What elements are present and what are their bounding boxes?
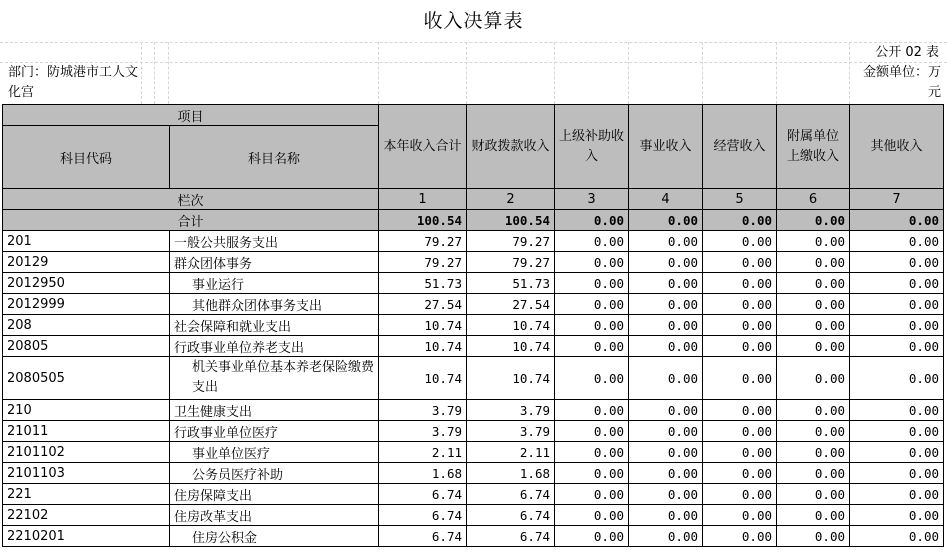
amount-cell: 10.74	[379, 336, 467, 357]
amount-cell: 2.11	[379, 442, 467, 463]
amount-cell: 0.00	[850, 442, 944, 463]
amount-cell: 27.54	[379, 294, 467, 315]
amount-cell: 0.00	[850, 505, 944, 526]
subject-code: 210	[3, 400, 170, 421]
amount-cell: 51.73	[379, 273, 467, 294]
subject-code: 2210201	[3, 526, 170, 547]
subject-code: 21011	[3, 421, 170, 442]
amount-cell: 0.00	[555, 400, 629, 421]
header-item: 项目	[3, 105, 379, 126]
amount-cell: 3.79	[467, 421, 555, 442]
amount-cell: 0.00	[629, 484, 703, 505]
amount-cell: 0.00	[703, 231, 777, 252]
amount-cell: 0.00	[555, 315, 629, 336]
amount-cell: 0.00	[629, 442, 703, 463]
amount-cell: 0.00	[555, 231, 629, 252]
amount-cell: 0.00	[777, 526, 850, 547]
table-row	[3, 526, 944, 547]
amount-cell: 0.00	[850, 294, 944, 315]
subject-code: 2101103	[3, 463, 170, 484]
total-row	[3, 210, 944, 231]
amount-cell: 0.00	[850, 526, 944, 547]
table-row	[3, 442, 944, 463]
subject-code: 2080505	[3, 357, 170, 400]
amount-cell: 0.00	[777, 336, 850, 357]
grid-guide	[628, 42, 629, 104]
amount-cell: 79.27	[467, 252, 555, 273]
amount-cell: 1.68	[467, 463, 555, 484]
amount-cell: 0.00	[555, 294, 629, 315]
department-label: 部门：防城港市工人文化宫	[8, 65, 139, 100]
subject-name: 公务员医疗补助	[170, 463, 379, 484]
grid-guide	[849, 42, 850, 104]
table-row	[3, 252, 944, 273]
amount-cell: 6.74	[467, 505, 555, 526]
table-row	[3, 463, 944, 484]
amount-cell: 0.00	[850, 273, 944, 294]
amount-cell: 0.00	[555, 463, 629, 484]
grid-guide	[776, 42, 777, 104]
amount-cell: 0.00	[703, 294, 777, 315]
total-value: 0.00	[629, 210, 703, 231]
amount-cell: 0.00	[777, 400, 850, 421]
amount-cell: 0.00	[555, 484, 629, 505]
table-row	[3, 505, 944, 526]
amount-cell: 0.00	[850, 400, 944, 421]
amount-cell: 0.00	[629, 252, 703, 273]
subject-name: 社会保障和就业支出	[170, 315, 379, 336]
amount-cell: 0.00	[777, 252, 850, 273]
amount-cell: 0.00	[850, 336, 944, 357]
subject-name: 一般公共服务支出	[170, 231, 379, 252]
amount-cell: 0.00	[629, 294, 703, 315]
amount-cell: 0.00	[629, 400, 703, 421]
amount-cell: 0.00	[703, 357, 777, 400]
grid-guide	[466, 42, 467, 104]
amount-cell: 0.00	[629, 336, 703, 357]
header-name: 科目名称	[170, 126, 379, 189]
amount-cell: 0.00	[703, 336, 777, 357]
header-row-item	[3, 105, 944, 126]
amount-cell: 0.00	[703, 400, 777, 421]
amount-cell: 27.54	[467, 294, 555, 315]
total-value: 100.54	[379, 210, 467, 231]
subject-code: 20129	[3, 252, 170, 273]
table-row	[3, 294, 944, 315]
subject-code: 2012999	[3, 294, 170, 315]
amount-cell: 0.00	[555, 273, 629, 294]
header-col-1: 本年收入合计	[379, 105, 467, 189]
subject-name: 住房保障支出	[170, 484, 379, 505]
header-code: 科目代码	[3, 126, 170, 189]
amount-cell: 1.68	[379, 463, 467, 484]
header-col-5: 经营收入	[703, 105, 777, 189]
col-number: 7	[850, 189, 944, 210]
subject-name: 行政事业单位养老支出	[170, 336, 379, 357]
column-number-row	[3, 189, 944, 210]
amount-cell: 0.00	[777, 231, 850, 252]
amount-cell: 6.74	[467, 526, 555, 547]
amount-cell: 51.73	[467, 273, 555, 294]
amount-cell: 10.74	[467, 315, 555, 336]
amount-cell: 10.74	[379, 315, 467, 336]
header-col-4: 事业收入	[629, 105, 703, 189]
subject-code: 20805	[3, 336, 170, 357]
table-row	[3, 336, 944, 357]
amount-cell: 3.79	[379, 400, 467, 421]
amount-cell: 0.00	[777, 505, 850, 526]
amount-cell: 0.00	[703, 273, 777, 294]
subject-code: 221	[3, 484, 170, 505]
total-value: 0.00	[703, 210, 777, 231]
amount-cell: 6.74	[379, 484, 467, 505]
table-row	[3, 484, 944, 505]
subject-code: 22102	[3, 505, 170, 526]
header-col-2: 财政拨款收入	[467, 105, 555, 189]
amount-cell: 0.00	[703, 505, 777, 526]
amount-cell: 0.00	[629, 505, 703, 526]
amount-cell: 0.00	[629, 357, 703, 400]
amount-cell: 6.74	[379, 505, 467, 526]
amount-cell: 10.74	[467, 357, 555, 400]
table-row	[3, 273, 944, 294]
amount-cell: 0.00	[555, 526, 629, 547]
amount-cell: 0.00	[777, 357, 850, 400]
amount-cell: 0.00	[777, 294, 850, 315]
amount-cell: 3.79	[467, 400, 555, 421]
table-row	[3, 400, 944, 421]
amount-cell: 0.00	[555, 252, 629, 273]
total-value: 0.00	[555, 210, 629, 231]
amount-cell: 0.00	[703, 252, 777, 273]
col-number: 1	[379, 189, 467, 210]
amount-cell: 0.00	[850, 484, 944, 505]
col-number: 3	[555, 189, 629, 210]
subject-name: 事业单位医疗	[170, 442, 379, 463]
amount-cell: 3.79	[379, 421, 467, 442]
total-label: 合计	[3, 210, 379, 231]
amount-cell: 79.27	[379, 231, 467, 252]
amount-cell: 0.00	[629, 273, 703, 294]
amount-cell: 0.00	[850, 252, 944, 273]
total-value: 0.00	[777, 210, 850, 231]
amount-cell: 0.00	[703, 442, 777, 463]
amount-cell: 0.00	[703, 421, 777, 442]
amount-cell: 79.27	[379, 252, 467, 273]
table-row	[3, 421, 944, 442]
subject-name: 事业运行	[170, 273, 379, 294]
row-index-label: 栏次	[3, 189, 379, 210]
amount-cell: 0.00	[555, 336, 629, 357]
subject-name: 其他群众团体事务支出	[170, 294, 379, 315]
grid-guide	[154, 42, 155, 104]
subject-code: 2101102	[3, 442, 170, 463]
subject-name: 卫生健康支出	[170, 400, 379, 421]
amount-cell: 0.00	[777, 315, 850, 336]
amount-cell: 6.74	[467, 484, 555, 505]
amount-cell: 0.00	[555, 421, 629, 442]
form-code: 公开 02 表	[875, 45, 939, 60]
col-number: 5	[703, 189, 777, 210]
col-number: 4	[629, 189, 703, 210]
income-table	[2, 104, 944, 547]
grid-guide	[0, 42, 947, 43]
amount-cell: 0.00	[629, 231, 703, 252]
subject-name: 群众团体事务	[170, 252, 379, 273]
subject-name: 机关事业单位基本养老保险缴费支出	[170, 357, 379, 400]
amount-cell: 0.00	[555, 505, 629, 526]
amount-cell: 0.00	[703, 526, 777, 547]
amount-cell: 6.74	[379, 526, 467, 547]
amount-cell: 0.00	[850, 463, 944, 484]
grid-guide	[702, 42, 703, 104]
amount-cell: 0.00	[777, 484, 850, 505]
amount-cell: 0.00	[850, 421, 944, 442]
header-col-7: 其他收入	[850, 105, 944, 189]
amount-cell: 0.00	[629, 315, 703, 336]
subject-name: 行政事业单位医疗	[170, 421, 379, 442]
grid-guide	[0, 62, 947, 63]
subject-name: 住房公积金	[170, 526, 379, 547]
amount-cell: 0.00	[703, 484, 777, 505]
unit-label: 金额单位：万元	[862, 65, 941, 100]
subject-name: 住房改革支出	[170, 505, 379, 526]
total-value: 0.00	[850, 210, 944, 231]
grid-guide	[141, 42, 142, 104]
amount-cell: 79.27	[467, 231, 555, 252]
amount-cell: 0.00	[777, 421, 850, 442]
header-col-3: 上级补助收入	[555, 105, 629, 189]
amount-cell: 0.00	[555, 442, 629, 463]
amount-cell: 0.00	[629, 463, 703, 484]
subject-code: 201	[3, 231, 170, 252]
amount-cell: 2.11	[467, 442, 555, 463]
amount-cell: 0.00	[629, 421, 703, 442]
table-row	[3, 315, 944, 336]
total-value: 100.54	[467, 210, 555, 231]
amount-cell: 0.00	[777, 463, 850, 484]
col-number: 2	[467, 189, 555, 210]
grid-guide	[554, 42, 555, 104]
report-title: 收入决算表	[423, 10, 524, 32]
grid-guide	[378, 42, 379, 104]
amount-cell: 0.00	[777, 273, 850, 294]
col-number: 6	[777, 189, 850, 210]
subject-code: 208	[3, 315, 170, 336]
amount-cell: 0.00	[850, 357, 944, 400]
amount-cell: 0.00	[629, 526, 703, 547]
amount-cell: 0.00	[850, 315, 944, 336]
amount-cell: 0.00	[555, 357, 629, 400]
amount-cell: 10.74	[467, 336, 555, 357]
amount-cell: 0.00	[850, 231, 944, 252]
table-row	[3, 357, 944, 400]
amount-cell: 0.00	[703, 463, 777, 484]
subject-code: 2012950	[3, 273, 170, 294]
amount-cell: 0.00	[777, 442, 850, 463]
grid-guide	[168, 42, 169, 104]
header-col-6: 附属单位上缴收入	[777, 105, 850, 189]
amount-cell: 0.00	[703, 315, 777, 336]
amount-cell: 10.74	[379, 357, 467, 400]
table-row	[3, 231, 944, 252]
